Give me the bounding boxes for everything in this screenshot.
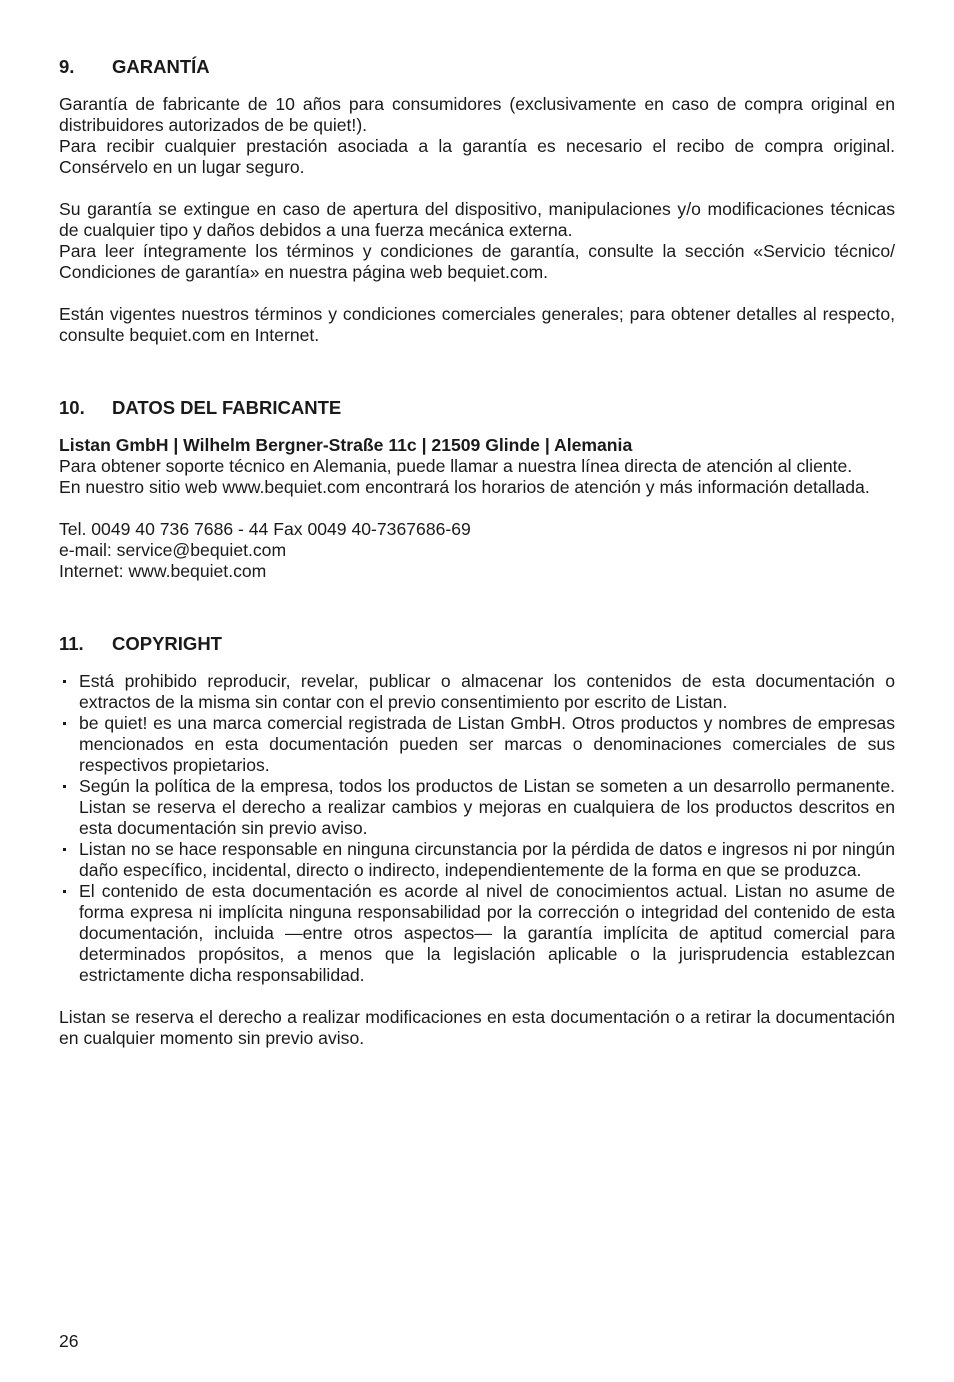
copyright-closing-paragraph: Listan se reserva el derecho a realizar modificaciones en esta documentación o a retirar la documentación en cualquier momento sin previo aviso. bbox=[59, 1007, 895, 1048]
section-9-number: 9. bbox=[59, 56, 75, 77]
manufacturer-paragraph-2: En nuestro sitio web www.bequiet.com encontrará los horarios de atención y más información detallada. bbox=[59, 477, 870, 497]
manufacturer-paragraph-1: Para obtener soporte técnico en Alemania, puede llamar a nuestra línea directa de atención al cliente. bbox=[59, 456, 853, 476]
manufacturer-email: e-mail: service@bequiet.com bbox=[59, 540, 287, 560]
manufacturer-website: Internet: www.bequiet.com bbox=[59, 561, 267, 581]
list-item: El contenido de esta documentación es acorde al nivel de conocimientos actual. Listan no asume de forma expresa ni implícita ninguna responsabilidad por la corrección o integridad del contenido de esta documentación, incluida —entre otros aspectos— la garantía implícita de aptitud comercial para determinados propósitos, a menos que la legislación aplicable o la jurisprudencia establezcan estrictamente dicha responsabilidad. bbox=[59, 881, 895, 986]
warranty-paragraph-4: Para leer íntegramente los términos y condiciones de garantía, consulte la sección «Servicio técnico/ Condiciones de garantía» en nuestra página web bequiet.com. bbox=[59, 241, 895, 282]
warranty-paragraph-1: Garantía de fabricante de 10 años para consumidores (exclusivamente en caso de compra original en distribuidores autorizados de be quiet!). bbox=[59, 94, 895, 135]
section-9-heading bbox=[59, 56, 895, 78]
section-11-heading bbox=[59, 633, 895, 655]
list-item: Listan no se hace responsable en ninguna circunstancia por la pérdida de datos e ingresos ni por ningún daño específico, incidental, directo o indirecto, independientemente de la forma en que se produzca. bbox=[59, 839, 895, 881]
list-item: be quiet! es una marca comercial registrada de Listan GmbH. Otros productos y nombres de empresas mencionados en esta documentación pueden ser marcas o denominaciones comerciales de sus respectivos propietarios. bbox=[59, 713, 895, 776]
list-item: Según la política de la empresa, todos los productos de Listan se someten a un desarrollo permanente. Listan se reserva el derecho a realizar cambios y mejoras en cualquiera de los productos descritos en esta documentación sin previo aviso. bbox=[59, 776, 895, 839]
manufacturer-address: Listan GmbH | Wilhelm Bergner-Straße 11c | 21509 Glinde | Alemania bbox=[59, 435, 633, 455]
warranty-paragraph-3: Su garantía se extingue en caso de apertura del dispositivo, manipulaciones y/o modificaciones técnicas de cualquier tipo y daños debidos a una fuerza mecánica externa. bbox=[59, 199, 895, 240]
section-11-title: COPYRIGHT bbox=[112, 633, 222, 654]
section-10-number: 10. bbox=[59, 397, 85, 418]
document-page bbox=[59, 56, 895, 1049]
copyright-bullet-list bbox=[59, 671, 895, 986]
manufacturer-phone-fax: Tel. 0049 40 736 7686 - 44 Fax 0049 40-7367686-69 bbox=[59, 519, 471, 539]
section-10-title: DATOS DEL FABRICANTE bbox=[112, 397, 342, 418]
section-11-number: 11. bbox=[59, 633, 84, 654]
warranty-paragraph-2: Para recibir cualquier prestación asociada a la garantía es necesario el recibo de compra original. Consérvelo en un lugar seguro. bbox=[59, 136, 895, 177]
section-10-heading bbox=[59, 397, 895, 419]
warranty-paragraph-5: Están vigentes nuestros términos y condiciones comerciales generales; para obtener detalles al respecto, consulte bequiet.com en Internet. bbox=[59, 304, 895, 345]
list-item: Está prohibido reproducir, revelar, publicar o almacenar los contenidos de esta documentación o extractos de la misma sin contar con el previo consentimiento por escrito de Listan. bbox=[59, 671, 895, 713]
section-9-title: GARANTÍA bbox=[112, 56, 210, 77]
page-number: 26 bbox=[59, 1331, 79, 1351]
